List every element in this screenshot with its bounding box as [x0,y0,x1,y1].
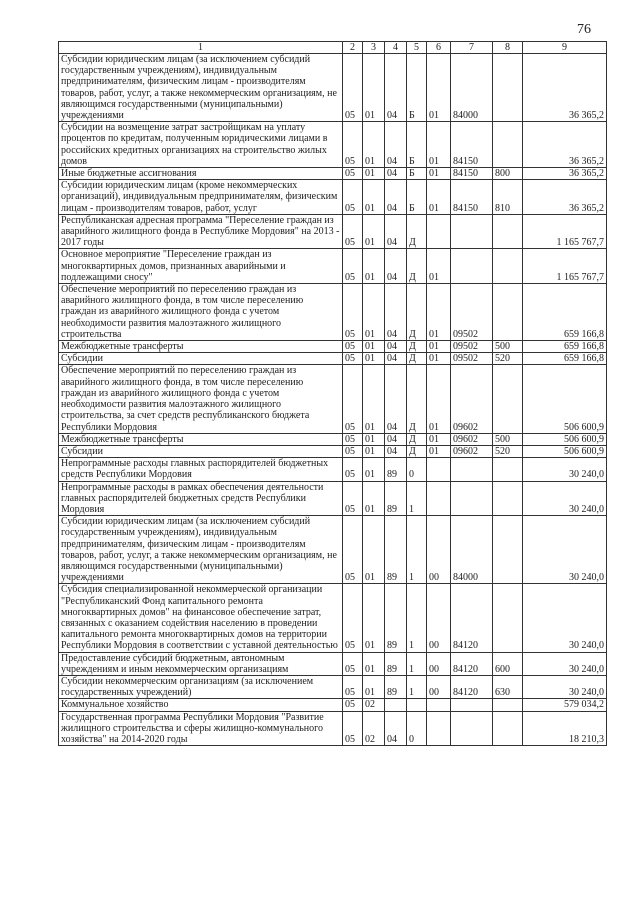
row-code-c8: 500 [493,341,523,353]
table-row [59,284,607,341]
row-amount: 36 365,2 [523,122,607,168]
row-amount: 30 240,0 [523,458,607,481]
row-amount: 18 210,3 [523,711,607,746]
row-description: Иные бюджетные ассигнования [59,168,343,180]
row-code-c6: 01 [427,445,451,457]
row-description: Субсидии некоммерческим организациям (за исключением государственных учреждений) [59,675,343,698]
table-row [59,180,607,215]
row-code-c7: 84120 [451,675,493,698]
row-code-c2: 05 [343,353,363,365]
row-code-c6: 01 [427,353,451,365]
row-code-c4: 04 [385,122,407,168]
row-code-c6: 01 [427,54,451,122]
row-code-c4: 04 [385,284,407,341]
row-code-c4: 89 [385,584,407,652]
row-description: Субсидии на возмещение затрат застройщикам на уплату процентов по кредитам, полученным юридическими лицами в российских кредитных организациях на строительство жилых домов [59,122,343,168]
row-description: Субсидии юридическим лицам (кроме некоммерческих организаций), индивидуальным предпринимателям, физическим лицам - производителям товаров, работ, услуг [59,180,343,215]
row-amount: 506 600,9 [523,433,607,445]
row-code-c2: 05 [343,584,363,652]
row-code-c3: 01 [363,584,385,652]
row-code-c8: 810 [493,180,523,215]
row-code-c6 [427,711,451,746]
row-amount: 659 166,8 [523,353,607,365]
row-code-c2: 05 [343,675,363,698]
row-code-c3: 01 [363,433,385,445]
row-code-c5: Д [407,353,427,365]
row-code-c2: 05 [343,365,363,433]
row-code-c4: 04 [385,445,407,457]
row-code-c8: 630 [493,675,523,698]
row-description: Субсидия специализированной некоммерческой организации "Республиканский Фонд капитального ремонта многоквартирных домов" на финансовое обеспечение затрат, связанных с оказанием содействия населению в проведении капитального ремонта многоквартирных домов на территории Республики Мордовия в соответствии с уставной деятельностью [59,584,343,652]
row-code-c8 [493,54,523,122]
row-code-c2: 05 [343,168,363,180]
row-code-c3: 01 [363,168,385,180]
row-code-c3: 01 [363,458,385,481]
row-code-c7: 84120 [451,584,493,652]
row-code-c4: 89 [385,675,407,698]
row-code-c5: 1 [407,516,427,584]
row-code-c6 [427,458,451,481]
row-amount: 36 365,2 [523,180,607,215]
row-code-c8 [493,711,523,746]
row-code-c5: Д [407,341,427,353]
row-code-c2: 05 [343,54,363,122]
row-description: Субсидии юридическим лицам (за исключением субсидий государственным учреждениям), индивидуальным предпринимателям, физическим лицам - производителям товаров, работ, услуг, а также некоммерческим организациям, не являющимся государственными (муниципальными) учреждениями [59,54,343,122]
row-code-c7: 84150 [451,180,493,215]
table-row [59,652,607,675]
row-description: Государственная программа Республики Мордовия "Развитие жилищного строительства и сферы жилищно-коммунального хозяйства" на 2014-2020 годы [59,711,343,746]
row-code-c6: 00 [427,516,451,584]
row-code-c6: 00 [427,675,451,698]
row-code-c2: 05 [343,711,363,746]
row-code-c5: Д [407,284,427,341]
row-description: Обеспечение мероприятий по переселению граждан из аварийного жилищного фонда, в том числе переселению граждан из аварийного жилищного фонда с учетом необходимости развития малоэтажного жилищного строительства, за счет средств республиканского бюджета Республики Мордовия [59,365,343,433]
row-code-c2: 05 [343,458,363,481]
row-code-c3: 02 [363,699,385,711]
row-code-c7: 84120 [451,652,493,675]
row-code-c8: 500 [493,433,523,445]
row-amount: 579 034,2 [523,699,607,711]
column-header: 2 [343,42,363,54]
row-code-c7 [451,699,493,711]
row-code-c6: 01 [427,284,451,341]
row-code-c8 [493,214,523,249]
row-amount: 659 166,8 [523,284,607,341]
row-code-c5: Д [407,445,427,457]
row-code-c5: Б [407,180,427,215]
row-code-c6: 01 [427,249,451,284]
row-code-c5: 1 [407,584,427,652]
row-code-c6: 00 [427,652,451,675]
row-code-c3: 01 [363,353,385,365]
row-code-c7: 84150 [451,122,493,168]
row-code-c7 [451,249,493,284]
row-description: Непрограммные расходы в рамках обеспечения деятельности главных распорядителей бюджетных средств Республики Мордовия [59,481,343,516]
row-code-c3: 01 [363,284,385,341]
row-code-c3: 01 [363,214,385,249]
row-code-c5: 0 [407,458,427,481]
row-code-c5: 1 [407,675,427,698]
row-code-c5: 1 [407,652,427,675]
table-row [59,458,607,481]
row-code-c6: 01 [427,341,451,353]
row-code-c3: 01 [363,365,385,433]
table-row [59,699,607,711]
row-amount: 1 165 767,7 [523,214,607,249]
row-code-c2: 05 [343,249,363,284]
row-code-c7: 09502 [451,353,493,365]
row-code-c6 [427,699,451,711]
row-amount: 36 365,2 [523,168,607,180]
row-amount: 30 240,0 [523,675,607,698]
row-code-c7 [451,711,493,746]
row-code-c7 [451,481,493,516]
row-amount: 1 165 767,7 [523,249,607,284]
row-amount: 659 166,8 [523,341,607,353]
table-row [59,675,607,698]
row-code-c7: 09502 [451,341,493,353]
column-header: 8 [493,42,523,54]
row-code-c8: 520 [493,353,523,365]
row-code-c4: 04 [385,54,407,122]
row-code-c6: 00 [427,584,451,652]
row-amount: 506 600,9 [523,445,607,457]
row-code-c6: 01 [427,180,451,215]
row-code-c8 [493,516,523,584]
row-code-c5: 1 [407,481,427,516]
row-code-c4: 04 [385,249,407,284]
row-code-c2: 05 [343,180,363,215]
row-code-c6: 01 [427,365,451,433]
row-code-c6: 01 [427,433,451,445]
row-code-c2: 05 [343,699,363,711]
column-header: 5 [407,42,427,54]
row-code-c4: 04 [385,180,407,215]
row-code-c4: 89 [385,516,407,584]
row-code-c5: Д [407,249,427,284]
row-code-c8: 600 [493,652,523,675]
row-code-c5: Б [407,168,427,180]
column-header: 6 [427,42,451,54]
row-code-c2: 05 [343,122,363,168]
row-code-c4: 04 [385,214,407,249]
row-amount: 30 240,0 [523,516,607,584]
row-code-c4: 04 [385,341,407,353]
table-row [59,122,607,168]
row-amount: 30 240,0 [523,584,607,652]
row-code-c8 [493,122,523,168]
row-code-c8 [493,284,523,341]
row-code-c3: 01 [363,481,385,516]
row-amount: 30 240,0 [523,652,607,675]
row-code-c4: 89 [385,652,407,675]
row-code-c2: 05 [343,341,363,353]
row-code-c2: 05 [343,516,363,584]
row-code-c8 [493,481,523,516]
row-code-c8 [493,584,523,652]
row-code-c5: 0 [407,711,427,746]
column-header: 9 [523,42,607,54]
row-code-c8 [493,249,523,284]
table-row [59,341,607,353]
row-code-c2: 05 [343,284,363,341]
table-header-row [59,42,607,54]
row-code-c4: 04 [385,433,407,445]
row-description: Межбюджетные трансферты [59,341,343,353]
row-description: Основное мероприятие "Переселение граждан из многоквартирных домов, признанных аварийными и подлежащими сносу" [59,249,343,284]
row-code-c7: 84000 [451,516,493,584]
row-amount: 30 240,0 [523,481,607,516]
row-code-c5: Д [407,365,427,433]
row-code-c3: 01 [363,652,385,675]
column-header: 7 [451,42,493,54]
row-code-c3: 01 [363,180,385,215]
row-code-c6: 01 [427,122,451,168]
row-code-c4: 89 [385,481,407,516]
row-code-c6 [427,481,451,516]
row-code-c3: 01 [363,54,385,122]
row-description: Республиканская адресная программа "Переселение граждан из аварийного жилищного фонда в Республике Мордовия" на 2013 - 2017 годы [59,214,343,249]
budget-table [58,41,607,746]
row-code-c6 [427,214,451,249]
row-description: Непрограммные расходы главных распорядителей бюджетных средств Республики Мордовия [59,458,343,481]
table-row [59,365,607,433]
row-code-c3: 01 [363,341,385,353]
table-row [59,214,607,249]
table-row [59,516,607,584]
row-code-c4 [385,699,407,711]
column-header: 3 [363,42,385,54]
row-code-c2: 05 [343,481,363,516]
row-code-c8: 800 [493,168,523,180]
row-code-c8 [493,365,523,433]
row-description: Межбюджетные трансферты [59,433,343,445]
row-code-c5: Б [407,122,427,168]
row-description: Субсидии [59,353,343,365]
row-code-c2: 05 [343,433,363,445]
row-code-c7 [451,214,493,249]
row-description: Субсидии [59,445,343,457]
row-code-c3: 01 [363,675,385,698]
row-code-c3: 01 [363,516,385,584]
column-header: 4 [385,42,407,54]
row-code-c4: 04 [385,353,407,365]
row-code-c6: 01 [427,168,451,180]
row-code-c3: 02 [363,711,385,746]
table-row [59,249,607,284]
row-amount: 506 600,9 [523,365,607,433]
row-code-c7: 09502 [451,284,493,341]
row-code-c3: 01 [363,249,385,284]
row-code-c7: 84000 [451,54,493,122]
row-code-c3: 01 [363,445,385,457]
row-code-c8 [493,458,523,481]
table-body [59,54,607,746]
page-number: 76 [577,22,591,37]
table-row [59,584,607,652]
table-row [59,445,607,457]
row-code-c7: 09602 [451,445,493,457]
table-row [59,353,607,365]
table-row [59,711,607,746]
row-code-c7: 84150 [451,168,493,180]
row-code-c5: Б [407,54,427,122]
table-row [59,168,607,180]
row-code-c8: 520 [493,445,523,457]
table-row [59,433,607,445]
row-code-c8 [493,699,523,711]
table-row [59,481,607,516]
row-code-c7 [451,458,493,481]
row-code-c4: 04 [385,365,407,433]
row-description: Предоставление субсидий бюджетным, автономным учреждениям и иным некоммерческим организациям [59,652,343,675]
row-code-c2: 05 [343,214,363,249]
column-header: 1 [59,42,343,54]
row-description: Субсидии юридическим лицам (за исключением субсидий государственным учреждениям), индивидуальным предпринимателям, физическим лицам - производителям товаров, работ, услуг, а также некоммерческим организациям, не являющимся государственными (муниципальными) учреждениями [59,516,343,584]
row-code-c3: 01 [363,122,385,168]
row-code-c2: 05 [343,445,363,457]
row-code-c4: 04 [385,711,407,746]
row-description: Обеспечение мероприятий по переселению граждан из аварийного жилищного фонда, в том числе переселению граждан из аварийного жилищного фонда с учетом необходимости развития малоэтажного жилищного строительства [59,284,343,341]
row-amount: 36 365,2 [523,54,607,122]
row-code-c2: 05 [343,652,363,675]
row-code-c7: 09602 [451,433,493,445]
row-code-c5: Д [407,214,427,249]
table-row [59,54,607,122]
row-code-c5 [407,699,427,711]
row-code-c5: Д [407,433,427,445]
row-code-c4: 89 [385,458,407,481]
row-description: Коммунальное хозяйство [59,699,343,711]
row-code-c4: 04 [385,168,407,180]
row-code-c7: 09602 [451,365,493,433]
